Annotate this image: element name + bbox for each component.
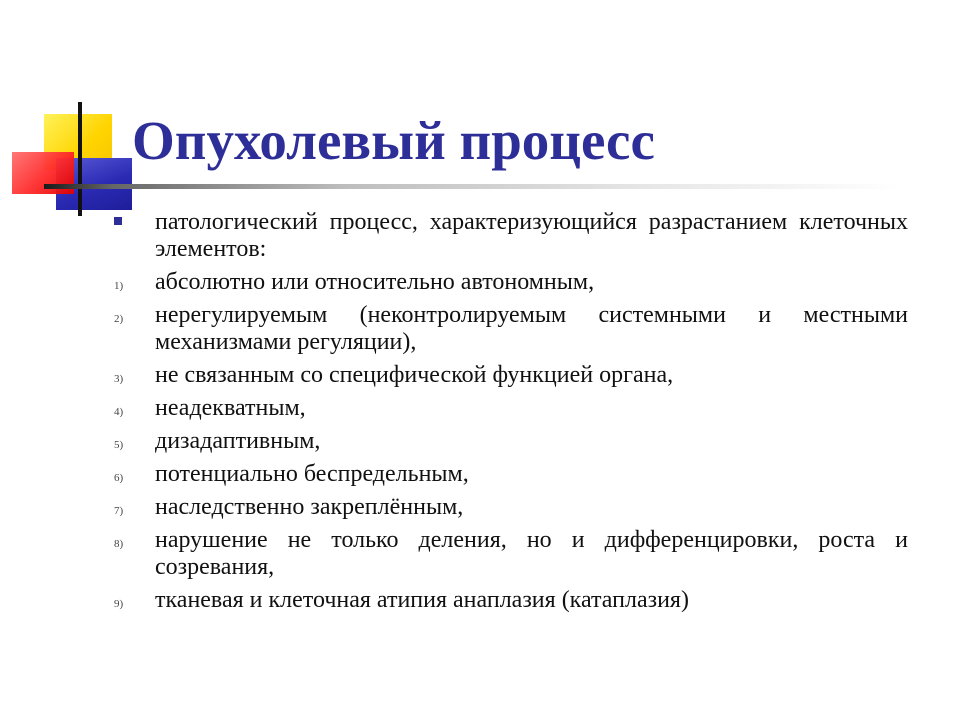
list-item-number: 8) xyxy=(114,538,124,550)
list-item xyxy=(100,461,908,488)
list-item-text: тканевая и клеточная атипия анаплазия (катаплазия) xyxy=(155,587,689,613)
list-item xyxy=(100,395,908,422)
list-item-text: потенциально беспредельным, xyxy=(155,461,469,487)
list-item-text: не связанным со специфической функцией органа, xyxy=(155,362,674,388)
list-item-text: абсолютно или относительно автономным, xyxy=(155,269,595,295)
list-item xyxy=(100,269,908,296)
list-item-text: нерегулируемым (неконтролируемым системными и местными механизмами регуляции), xyxy=(155,302,908,355)
list-item xyxy=(100,527,908,581)
list-item-number: 9) xyxy=(114,598,124,610)
list-item-number: 7) xyxy=(114,505,124,517)
list-item-number: 2) xyxy=(114,313,124,325)
list-item-text: наследственно закреплённым, xyxy=(155,494,464,520)
list-item-number: 6) xyxy=(114,472,124,484)
slide-content xyxy=(100,209,908,620)
list-item-text: неадекватным, xyxy=(155,395,306,421)
square-bullet-icon xyxy=(114,217,122,225)
list-item-text: нарушение не только деления, но и дифференцировки, роста и созревания, xyxy=(155,527,908,580)
list-item xyxy=(100,428,908,455)
slide-title: Опухолевый процесс xyxy=(132,110,655,171)
list-item-number: 4) xyxy=(114,406,124,418)
intro-bullet-item xyxy=(100,209,908,263)
list-item-number: 1) xyxy=(114,280,124,292)
title-underline-rule xyxy=(44,184,902,189)
list-item-text: дизадаптивным, xyxy=(155,428,321,454)
vertical-rule xyxy=(78,102,82,216)
list-item xyxy=(100,302,908,356)
list-item-number: 5) xyxy=(114,439,124,451)
list-item xyxy=(100,494,908,521)
intro-text: патологический процесс, характеризующийся разрастанием клеточных элементов: xyxy=(155,209,908,262)
list-item xyxy=(100,587,908,614)
list-item xyxy=(100,362,908,389)
list-item-number: 3) xyxy=(114,373,124,385)
